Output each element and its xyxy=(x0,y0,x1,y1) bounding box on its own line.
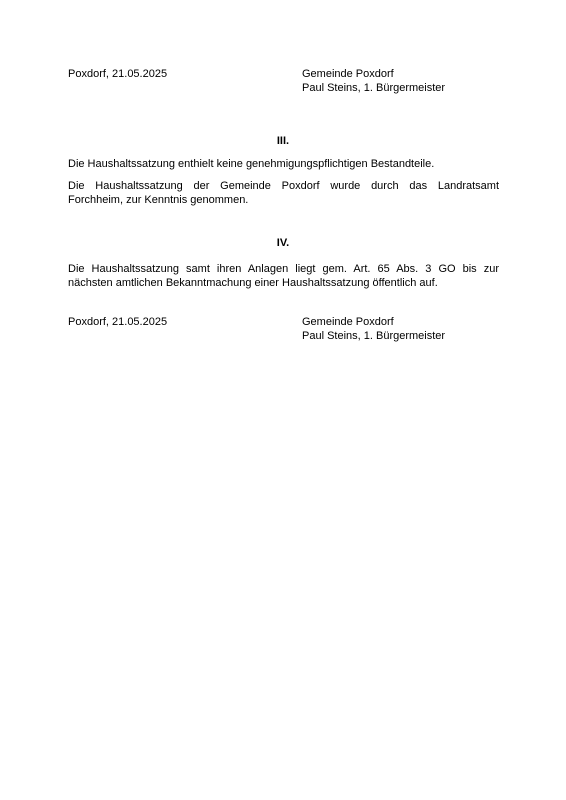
signatory-text: Paul Steins, 1. Bürgermeister xyxy=(302,330,446,342)
place-date-text: Poxdorf, 21.05.2025 xyxy=(68,68,168,80)
signature-signatory-1 xyxy=(302,67,445,95)
paragraph-line: nächsten amtlichen Bekanntmachung einer Haushaltssatzung öffentlich auf. xyxy=(68,277,438,289)
section-iii-paragraph-1 xyxy=(68,157,499,171)
place-date-text: Poxdorf, 21.05.2025 xyxy=(68,316,168,328)
paragraph-line: Die Haushaltssatzung enthielt keine genehmigungspflichtigen Bestandteile. xyxy=(68,158,435,170)
section-heading-iv: IV. xyxy=(276,237,290,249)
paragraph-line: Die Haushaltssatzung samt ihren Anlagen liegt gem. Art. 65 Abs. 3 GO bis zur xyxy=(68,263,499,275)
paragraph-line: Forchheim, zur Kenntnis genommen. xyxy=(68,194,249,206)
signatory-text: Paul Steins, 1. Bürgermeister xyxy=(302,82,446,94)
signature-signatory-2 xyxy=(302,315,445,343)
organization-text: Gemeinde Poxdorf xyxy=(302,316,394,328)
paragraph-line: Die Haushaltssatzung der Gemeinde Poxdorf wurde durch das Landratsamt xyxy=(68,180,499,192)
signature-place-date-1 xyxy=(68,67,167,81)
signature-place-date-2 xyxy=(68,315,167,329)
section-iv-paragraph-1 xyxy=(68,262,499,290)
section-iii-paragraph-2 xyxy=(68,179,499,207)
section-heading-iii: III. xyxy=(276,135,290,147)
organization-text: Gemeinde Poxdorf xyxy=(302,68,394,80)
